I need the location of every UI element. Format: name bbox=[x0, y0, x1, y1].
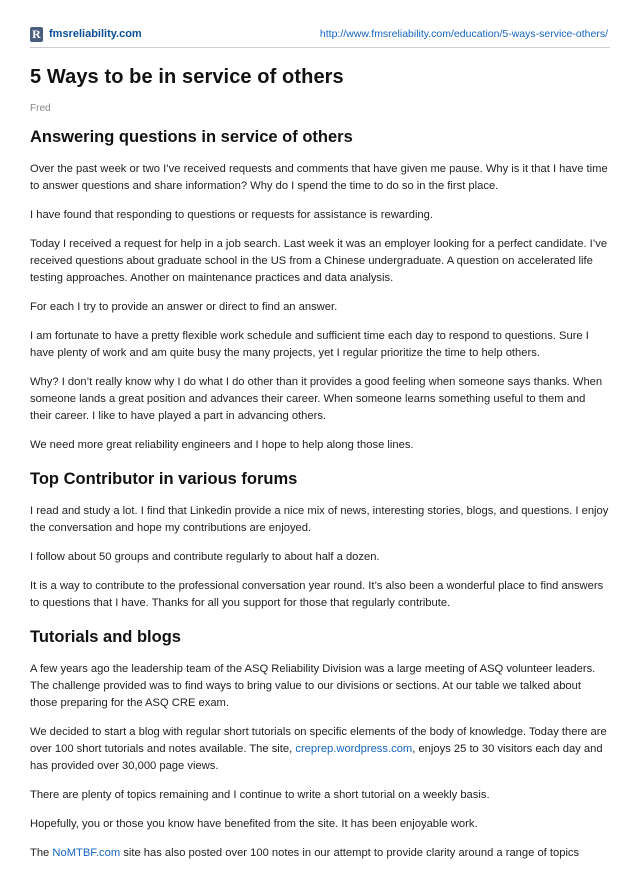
section-heading: Top Contributor in various forums bbox=[30, 470, 298, 488]
paragraph-with-link bbox=[30, 845, 610, 862]
paragraph-text: , enjoys 25 to 30 visitors each day and has provided over 30,000 page views. bbox=[30, 743, 603, 772]
paragraph-text: We decided to start a blog with regular short tutorials on specific elements of the body of knowledge. Today there are over 100 short tutorials and notes available. The site, bbox=[30, 726, 607, 755]
header-divider bbox=[30, 47, 610, 48]
paragraph-with-link bbox=[30, 724, 610, 775]
nomtbf-link[interactable]: NoMTBF.com bbox=[52, 847, 121, 859]
paragraph: Over the past week or two I’ve received requests and comments that have given me pause. Why is it that I have time to answer questions and share information? Why do I spend the time to do so in the first place. bbox=[30, 163, 608, 192]
section-heading: Tutorials and blogs bbox=[30, 628, 181, 646]
paragraph-text: site has also posted over 100 notes in our attempt to provide clarity around a range of topics bbox=[120, 847, 580, 859]
paragraph: A few years ago the leadership team of the ASQ Reliability Division was a large meeting of ASQ volunteer leaders. The challenge provided was to find ways to bring value to our divisions or sections. At our table we talked about those preparing for the ASQ CRE exam. bbox=[30, 663, 596, 709]
paragraph: It is a way to contribute to the professional conversation year round. It’s also been a wonderful place to find answers to questions that I have. Thanks for all you support for those that regularly contribute. bbox=[30, 580, 604, 609]
paragraph: I follow about 50 groups and contribute regularly to about half a dozen. bbox=[30, 551, 380, 563]
paragraph: Why? I don’t really know why I do what I do other than it provides a good feeling when someone says thanks. When someone lands a great position and advances their career. When someone learns something useful to them and their career. I like to have played a part in advancing others. bbox=[30, 376, 603, 422]
paragraph-text: The bbox=[30, 847, 53, 859]
article-body bbox=[30, 66, 610, 874]
section-heading: Answering questions in service of others bbox=[30, 128, 353, 146]
paragraph: Today I received a request for help in a job search. Last week it was an employer looking for a perfect candidate. I’ve received questions about graduate school in the US from a Chinese undergraduate. A question on accelerated life testing approaches. Another on maintenance practices and data analysis. bbox=[30, 238, 608, 284]
page-header bbox=[30, 27, 610, 45]
page-url-link[interactable]: http://www.fmsreliability.com/education/5-ways-service-others/ bbox=[319, 28, 608, 40]
paragraph: I am fortunate to have a pretty flexible work schedule and sufficient time each day to respond to questions. Sure I have plenty of work and am quite busy the many projects, yet I regular prioritize the time to help others. bbox=[30, 330, 589, 359]
paragraph: For each I try to provide an answer or direct to find an answer. bbox=[30, 301, 338, 313]
paragraph: I read and study a lot. I find that Linkedin provide a nice mix of news, interesting stories, blogs, and questions. I enjoy the conversation and hope my contributions are enjoyed. bbox=[30, 505, 609, 534]
paragraph: Hopefully, you or those you know have benefited from the site. It has been enjoyable work. bbox=[30, 818, 478, 830]
creprep-link[interactable]: creprep.wordpress.com bbox=[295, 743, 413, 755]
paragraph: I have found that responding to questions or requests for assistance is rewarding. bbox=[30, 209, 433, 221]
paragraph: There are plenty of topics remaining and I continue to write a short tutorial on a weekly basis. bbox=[30, 789, 490, 801]
site-name-link[interactable]: fmsreliability.com bbox=[49, 28, 142, 40]
site-logo-icon: R bbox=[30, 27, 43, 42]
paragraph: We need more great reliability engineers and I hope to help along those lines. bbox=[30, 439, 414, 451]
article-author: Fred bbox=[30, 103, 51, 114]
article-title: 5 Ways to be in service of others bbox=[30, 66, 344, 88]
